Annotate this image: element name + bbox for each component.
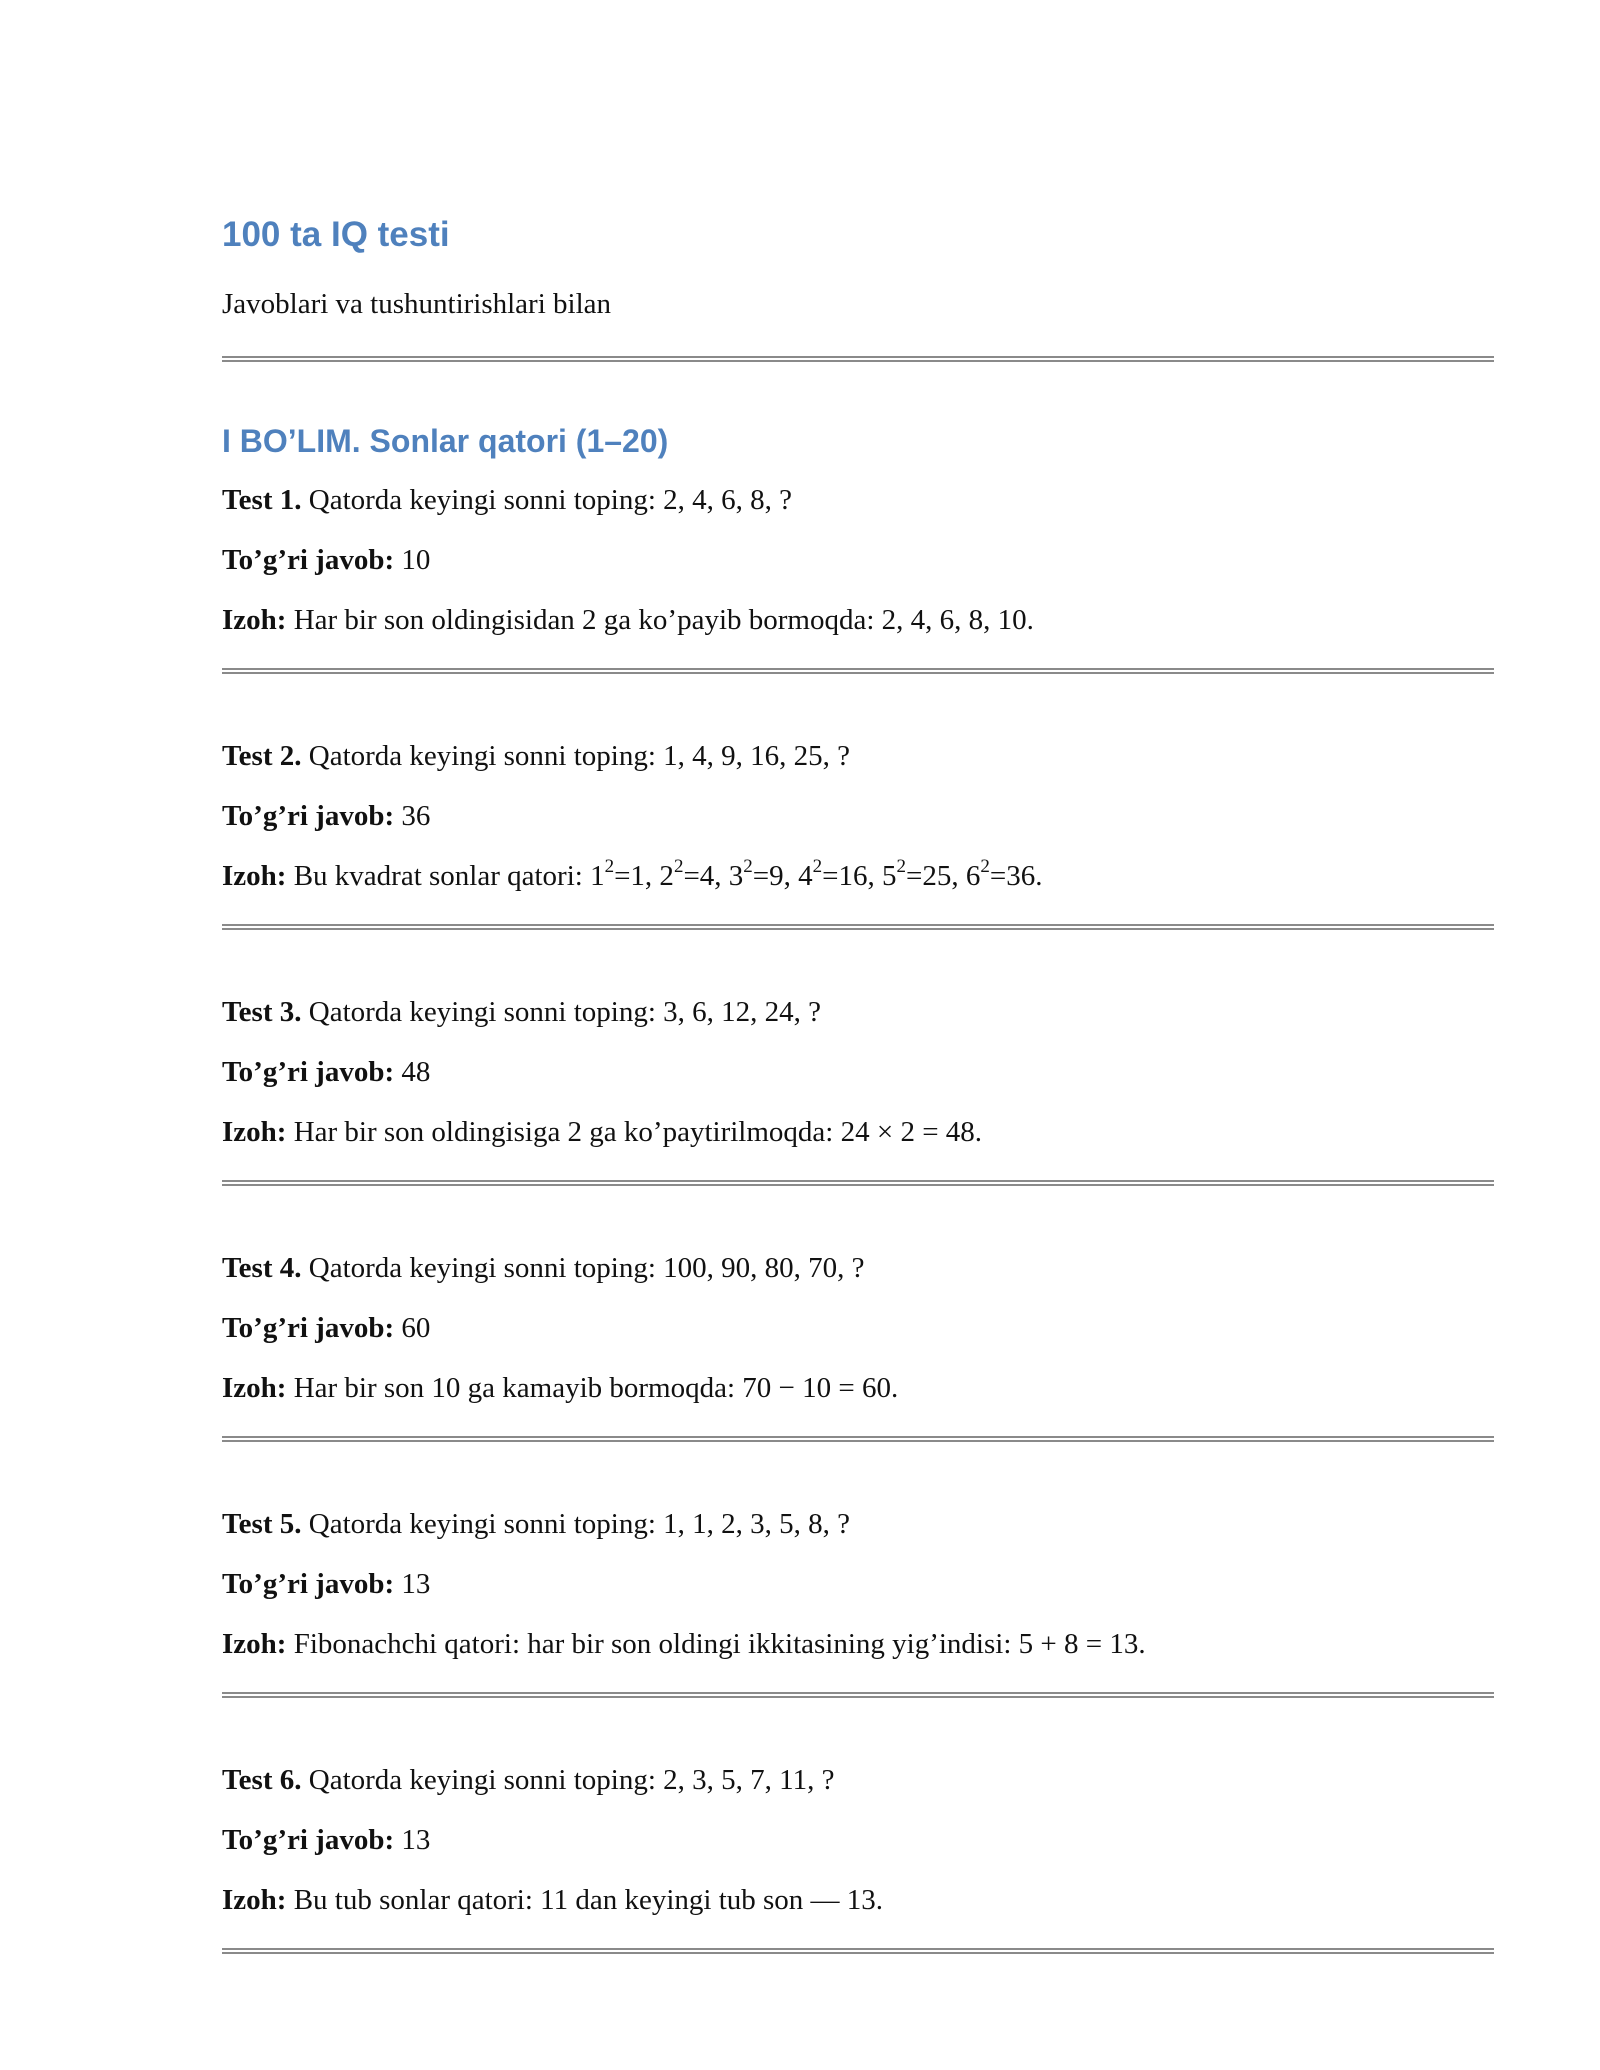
section-heading: I BO’LIM. Sonlar qatori (1–20) [222,423,669,459]
test-item [222,992,1494,1186]
test-number: Test 2. [222,740,302,772]
test-explanation [222,1880,1494,1920]
question-text: Qatorda keyingi sonni toping: 1, 4, 9, 16, 25, ? [301,740,851,772]
exponent: 2 [812,856,823,878]
test-explanation [222,600,1494,640]
explanation-text: Har bir son oldingisiga 2 ga ko’paytirilmoqda: 24 × 2 = 48. [286,1116,983,1148]
test-number: Test 4. [222,1252,302,1284]
test-number: Test 5. [222,1508,302,1540]
explanation-segment: Bu kvadrat sonlar qatori: 1 [286,860,605,892]
horizontal-rule [222,668,1494,674]
answer-label: To’g’ri javob: [222,1568,395,1600]
answer-text: 36 [394,800,431,832]
explanation-text: Har bir son oldingisidan 2 ga ko’payib bormoqda: 2, 4, 6, 8, 10. [286,604,1034,636]
answer-label: To’g’ri javob: [222,1056,395,1088]
explanation-label: Izoh: [222,1372,287,1404]
test-question [222,1248,1494,1288]
test-explanation [222,1112,1494,1152]
test-answer [222,1052,1494,1092]
test-item [222,736,1494,930]
test-answer [222,540,1494,580]
exponent: 2 [743,856,753,878]
document-subtitle: Javoblari va tushuntirishlari bilan [222,288,612,320]
answer-text: 10 [394,544,431,576]
explanation-label: Izoh: [222,1116,287,1148]
explanation-segment: =16, 5 [822,860,897,892]
test-item [222,480,1494,674]
test-item [222,1248,1494,1442]
exponent: 2 [896,856,907,878]
answer-text: 13 [394,1568,431,1600]
test-answer [222,1820,1494,1860]
horizontal-rule [222,1692,1494,1698]
test-answer [222,796,1494,836]
test-answer [222,1564,1494,1604]
test-answer [222,1308,1494,1348]
question-text: Qatorda keyingi sonni toping: 2, 4, 6, 8, ? [301,484,793,516]
test-explanation [222,1624,1494,1664]
explanation-label: Izoh: [222,604,287,636]
question-text: Qatorda keyingi sonni toping: 3, 6, 12, 24, ? [301,996,822,1028]
horizontal-rule [222,1436,1494,1442]
horizontal-rule [222,1180,1494,1186]
test-item [222,1760,1494,1954]
horizontal-rule [222,924,1494,930]
answer-label: To’g’ri javob: [222,1312,395,1344]
answer-label: To’g’ri javob: [222,1824,395,1856]
question-text: Qatorda keyingi sonni toping: 100, 90, 80, 70, ? [301,1252,865,1284]
explanation-segment: =4, 3 [683,860,744,892]
document-content [222,210,1494,1954]
explanation-text [286,856,1043,892]
explanation-label: Izoh: [222,1884,287,1916]
question-text: Qatorda keyingi sonni toping: 1, 1, 2, 3, 5, 8, ? [301,1508,851,1540]
explanation-segment: =9, 4 [752,860,813,892]
explanation-segment: =1, 2 [614,860,674,892]
explanation-text: Bu tub sonlar qatori: 11 dan keyingi tub son — 13. [286,1884,884,1916]
test-question [222,1760,1494,1800]
horizontal-rule [222,356,1494,362]
explanation-segment: =36. [989,860,1043,892]
answer-label: To’g’ri javob: [222,544,395,576]
test-question [222,992,1494,1032]
test-number: Test 3. [222,996,302,1028]
test-number: Test 6. [222,1764,302,1796]
test-question [222,480,1494,520]
explanation-text: Fibonachchi qatori: har bir son oldingi ikkitasining yig’indisi: 5 + 8 = 13. [286,1628,1146,1660]
answer-text: 60 [394,1312,431,1344]
answer-text: 13 [394,1824,431,1856]
answer-label: To’g’ri javob: [222,800,395,832]
document-title: 100 ta IQ testi [222,215,450,254]
test-explanation [222,856,1494,896]
test-question [222,1504,1494,1544]
explanation-text: Har bir son 10 ga kamayib bormoqda: 70 − 10 = 60. [286,1372,899,1404]
horizontal-rule [222,1948,1494,1954]
exponent: 2 [673,856,684,878]
explanation-segment: =25, 6 [906,860,981,892]
test-number: Test 1. [222,484,302,516]
explanation-label: Izoh: [222,860,287,892]
test-question [222,736,1494,776]
test-item [222,1504,1494,1698]
explanation-label: Izoh: [222,1628,287,1660]
answer-text: 48 [394,1056,431,1088]
question-text: Qatorda keyingi sonni toping: 2, 3, 5, 7, 11, ? [301,1764,835,1796]
test-explanation [222,1368,1494,1408]
exponent: 2 [980,856,990,878]
exponent: 2 [604,856,615,878]
